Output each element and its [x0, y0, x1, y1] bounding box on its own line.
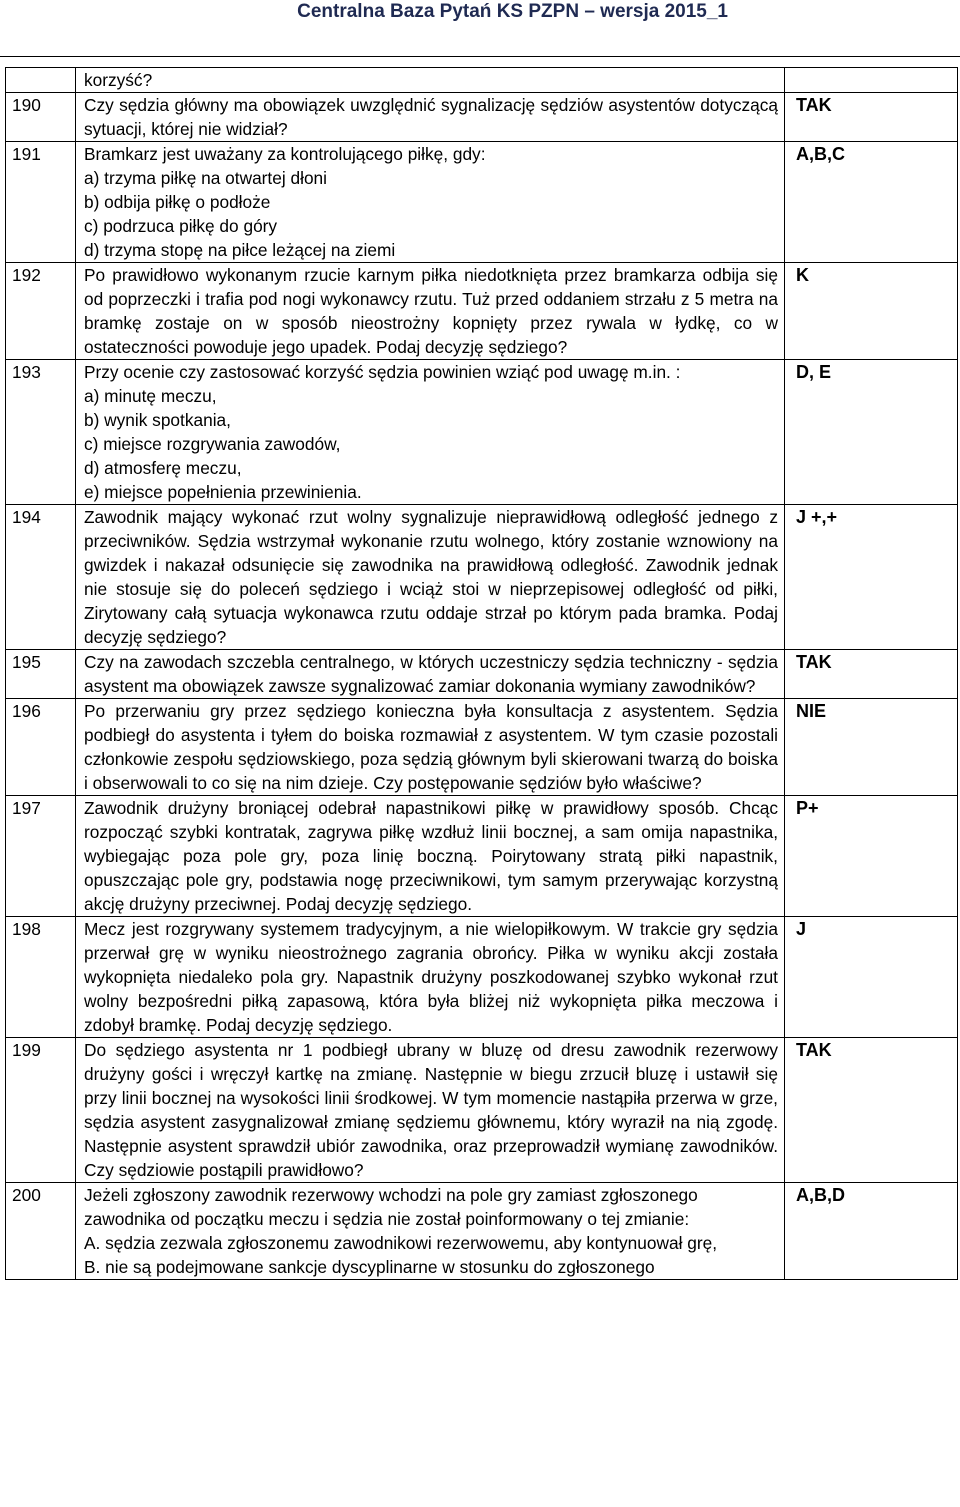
header-divider	[0, 56, 960, 57]
question-text	[76, 1183, 785, 1280]
option-d: d) atmosferę meczu,	[84, 458, 242, 478]
question-number: 200	[6, 1183, 76, 1280]
option-c: c) podrzuca piłkę do góry	[84, 216, 278, 236]
question-number: 192	[6, 263, 76, 360]
answer-cell: NIE	[785, 699, 958, 796]
option-a: A. sędzia zezwala zgłoszonemu zawodnikowi rezerwowemu, aby kontynuował grę,	[84, 1233, 717, 1253]
question-number: 194	[6, 505, 76, 650]
question-text	[76, 796, 785, 917]
table-row	[6, 796, 958, 917]
question-number: 190	[6, 93, 76, 142]
question-number	[6, 68, 76, 93]
answer-cell: A,B,D	[785, 1183, 958, 1280]
question-line: korzyść?	[84, 70, 153, 90]
question-text	[76, 263, 785, 360]
option-b: b) odbija piłkę o podłoże	[84, 192, 271, 212]
question-paragraph: Czy sędzia główny ma obowiązek uwzględnić sygnalizację sędziów asystentów dotyczącą sytuacji, której nie widział?	[84, 95, 778, 139]
answer-cell: TAK	[785, 1038, 958, 1183]
question-line: Bramkarz jest uważany za kontrolującego piłkę, gdy:	[84, 144, 486, 164]
question-paragraph: Po przerwaniu gry przez sędziego konieczna była konsultacja z asystentem. Sędzia podbiegł do asystenta i tyłem do boiska rozmawiał z asystentem. W tym czasie pozostali członkowie zespołu sędziowskiego, poza sędzią głównym byli skierowani twarzą do boiska i obserwowali to co się na nim dzieje. Czy postępowanie sędziów było właściwe?	[84, 701, 778, 793]
question-text	[76, 699, 785, 796]
table-row	[6, 263, 958, 360]
question-paragraph: Po prawidłowo wykonanym rzucie karnym piłka niedotknięta przez bramkarza odbija się od poprzeczki i trafia pod nogi wykonawcy rzutu. Tuż przed oddaniem strzału z 5 metra na bramkę zostaje on w sposób nieostrożny kopnięty przez rywala w łydkę, co w ostateczności powoduje jego upadek. Podaj decyzję sędziego?	[84, 265, 778, 357]
question-line: Jeżeli zgłoszony zawodnik rezerwowy wchodzi na pole gry zamiast zgłoszonego zawodnika od początku meczu i sędzia nie został poinformowany o tej zmianie:	[84, 1185, 698, 1229]
question-text	[76, 505, 785, 650]
option-a: a) minutę meczu,	[84, 386, 217, 406]
answer-cell	[785, 68, 958, 93]
option-e: e) miejsce popełnienia przewinienia.	[84, 482, 362, 502]
question-text	[76, 142, 785, 263]
question-number: 198	[6, 917, 76, 1038]
answer-cell: K	[785, 263, 958, 360]
table-row	[6, 360, 958, 505]
answer-cell: P+	[785, 796, 958, 917]
answer-cell: A,B,C	[785, 142, 958, 263]
table-row	[6, 650, 958, 699]
table-row	[6, 93, 958, 142]
question-text	[76, 917, 785, 1038]
question-paragraph: Zawodnik drużyny broniącej odebrał napastnikowi piłkę w prawidłowy sposób. Chcąc rozpocząć szybki kontratak, zagrywa piłkę wzdłuż linii bocznej, a sam omija napastnika, wybiegając poza pole gry, poza linię boczną. Poirytowany stratą piłki napastnik, opuszczając pole gry, podstawia nogę przeciwnikowi, tym samym przerywając korzystną akcję drużyny przeciwnej. Podaj decyzję sędziego.	[84, 798, 778, 914]
option-d: d) trzyma stopę na piłce leżącej na ziemi	[84, 240, 396, 260]
question-text	[76, 1038, 785, 1183]
table-row	[6, 699, 958, 796]
question-paragraph: Zawodnik mający wykonać rzut wolny sygnalizuje nieprawidłową odległość jednego z przeciwników. Sędzia wstrzymał wykonanie rzutu wolnego, który zostanie wznowiony na gwizdek i nakazał odsunięcie się zawodnika na prawidłową odległość. Zawodnik jednak nie stosuje się do poleceń sędziego i wciąż stoi w nieprzepisowej odległość od piłki, Zirytowany całą sytuacja wykonawca rzutu oddaje strzał po którym pada bramka. Podaj decyzję sędziego?	[84, 507, 778, 647]
question-number: 199	[6, 1038, 76, 1183]
answer-cell: J	[785, 917, 958, 1038]
table-row	[6, 1183, 958, 1280]
question-text	[76, 360, 785, 505]
question-paragraph: Mecz jest rozgrywany systemem tradycyjnym, a nie wielopiłkowym. W trakcie gry sędzia przerwał grę w wyniku nieostrożnego zagrania obrońcy. Piłka w wyniku akcji została wykopnięta niedaleko pola gry. Napastnik drużyny poszkodowanej szybko wykonał rzut wolny bezpośredni piłką zapasową, która była bliżej niż wykopnięta piłka meczowa i zdobył bramkę. Podaj decyzję sędziego.	[84, 919, 778, 1035]
question-number: 197	[6, 796, 76, 917]
question-paragraph: Przy ocenie czy zastosować korzyść sędzia powinien wziąć pod uwagę m.in. :	[84, 362, 681, 382]
table-row	[6, 142, 958, 263]
table-row	[6, 505, 958, 650]
question-text	[76, 68, 785, 93]
answer-cell: TAK	[785, 650, 958, 699]
answer-cell: TAK	[785, 93, 958, 142]
question-paragraph: Czy na zawodach szczebla centralnego, w których uczestniczy sędzia techniczny - sędzia asystent ma obowiązek zawsze sygnalizować zamiar dokonania wymiany zawodników?	[84, 652, 778, 696]
table-row-continuation	[6, 68, 958, 93]
document-header-title: Centralna Baza Pytań KS PZPN – wersja 2015_1	[297, 1, 728, 22]
table-row	[6, 1038, 958, 1183]
option-b: b) wynik spotkania,	[84, 410, 231, 430]
question-text	[76, 650, 785, 699]
question-number: 191	[6, 142, 76, 263]
question-number: 195	[6, 650, 76, 699]
option-b: B. nie są podejmowane sankcje dyscyplinarne w stosunku do zgłoszonego	[84, 1257, 655, 1277]
question-number: 193	[6, 360, 76, 505]
option-a: a) trzyma piłkę na otwartej dłoni	[84, 168, 328, 188]
table-row	[6, 917, 958, 1038]
answer-cell: J +,+	[785, 505, 958, 650]
question-number: 196	[6, 699, 76, 796]
option-c: c) miejsce rozgrywania zawodów,	[84, 434, 341, 454]
question-paragraph: Do sędziego asystenta nr 1 podbiegł ubrany w bluzę od dresu zawodnik rezerwowy drużyny gości i wręczył kartkę na zmianę. Następnie w biegu zrzucił bluzę i ustawił się przy linii bocznej na wysokości linii środkowej. W tym momencie nastąpiła przerwa w grze, sędzia asystent zasygnalizował zmianę sędziemu głównemu, który wyraził na nią zgodę. Następnie asystent sprawdził ubiór zawodnika, oraz przeprowadził wymianę zawodników. Czy sędziowie postąpili prawidłowo?	[84, 1040, 778, 1180]
questions-table	[5, 67, 958, 1280]
answer-cell: D, E	[785, 360, 958, 505]
question-text	[76, 93, 785, 142]
